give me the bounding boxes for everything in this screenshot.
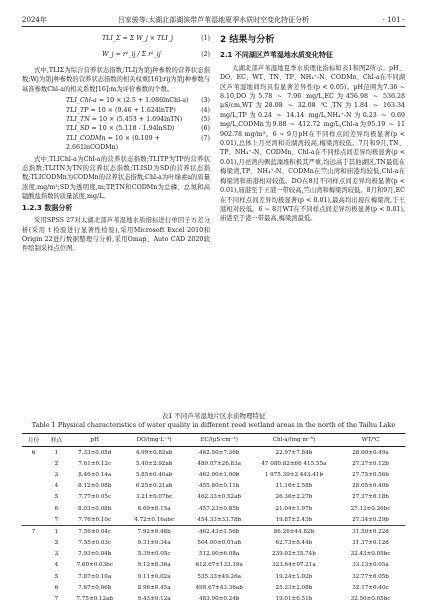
cell-month [22, 514, 45, 526]
section-heading-1-2-3: 1.2.3 数据分析 [22, 203, 73, 212]
cell-wt: 27.75±0.56b [352, 471, 389, 478]
cell-ec: 462.43±1.56b [187, 526, 252, 538]
running-header [22, 14, 405, 27]
cell-ph: 7.87±0.10a [78, 573, 112, 580]
cell-wt: 27.37±0.18b [352, 494, 389, 501]
cell-wt: 27.34±0.29b [352, 516, 389, 523]
cell-ec: 462.00±1.00b [199, 471, 240, 478]
cell-chl-a: 21.04±1.97b [275, 505, 313, 512]
cell-wt: 27.13±0.26bc [350, 505, 391, 512]
header-ec: EC/(μS·cm⁻¹) [187, 434, 252, 447]
cell-ec: 455.80±0.11b [199, 483, 240, 490]
section-heading-2-1: 2.1 不同湖区芦苇湿地水质变化特征 [220, 51, 333, 60]
table-header-row [22, 434, 405, 447]
table-row [22, 481, 405, 492]
cell-ec: 512.00±6.08a [199, 551, 240, 558]
cell-month: 7 [22, 526, 45, 538]
cell-chl-a: 86.26±44.82b [252, 526, 336, 538]
cell-chl-a: 47 080.82±66 415.55a [261, 460, 327, 467]
cell-month [22, 481, 45, 492]
table-row [22, 503, 405, 514]
table-row [22, 458, 405, 469]
cell-do: 8.96±0.45a [137, 584, 171, 591]
cell-site: 6 [54, 584, 59, 591]
cell-ec: 535.33±49.26a [197, 573, 242, 580]
right-column [220, 34, 405, 224]
cell-ec: 480.07±26.83a [197, 460, 242, 467]
cell-site: 4 [54, 562, 59, 569]
header-title: 吕家骏等:太湖北部湖滨带芦苇湿地夏季水质时空变化特征分析 [117, 16, 310, 24]
cell-wt: 28.05±0.40b [352, 483, 389, 490]
section-heading-2: 2 结果与分析 [220, 35, 275, 45]
cell-ec: 457.23±0.85b [199, 505, 240, 512]
cell-ph: 7.56±0.04c [68, 526, 122, 538]
cell-wt: 32.77±0.05b [352, 573, 389, 580]
cell-wt: 32.43±0.05bc [350, 551, 391, 558]
table-row [22, 492, 405, 503]
cell-ec: 498.67±43.36ab [195, 584, 243, 591]
cell-wt: 31.50±0.22d [336, 526, 405, 538]
cell-chl-a: 25.23±2.08b [275, 584, 313, 591]
table-caption-en: Table 1 Physical characteristics of water quality in different reed wetland areas in the north of the Taihu Lake [31, 421, 396, 429]
cell-site: 6 [54, 505, 59, 512]
cell-do: 9.31±0.34a [137, 540, 171, 547]
table-row [22, 469, 405, 480]
cell-do: 9.11±0.02a [137, 573, 171, 580]
cell-do: 6.25±0.21ab [135, 483, 173, 490]
cell-site: 1 [54, 449, 59, 456]
cell-site: 2 [54, 460, 59, 467]
table-caption [0, 412, 427, 430]
cell-do: 5.85±0.40ab [135, 471, 173, 478]
cell-site: 7 [54, 596, 59, 603]
cell-chl-a: 11.16±2.58b [275, 483, 313, 490]
cell-site: 3 [54, 551, 59, 558]
cell-chl-a: 19.87±2.43b [275, 516, 313, 523]
cell-do: 4.72±0.16abc [134, 516, 174, 523]
header-year: 2024年 [22, 16, 47, 24]
cell-ph: 7.61±0.12c [78, 460, 112, 467]
cell-ph: 7.60±0.03bc [76, 562, 113, 569]
table-row [22, 526, 405, 538]
cell-do: 6.69±0.15a [137, 505, 171, 512]
cell-month [22, 538, 45, 549]
cell-do: 9.12±0.36a [137, 562, 171, 569]
cell-ph: 8.12±0.08b [78, 483, 112, 490]
cell-month [22, 549, 45, 560]
equation-1 [22, 34, 210, 50]
tli-equation: TLI_CODMn = 10 × (0.109 + 2.661lnCODMn) (7) [66, 134, 210, 152]
cell-site: 1 [45, 526, 68, 538]
tli-equations [22, 96, 210, 152]
table-row [22, 447, 405, 459]
cell-ph: 7.55±0.03c [78, 540, 112, 547]
cell-ph: 7.77±0.05c [78, 494, 112, 501]
cell-site: 5 [54, 494, 59, 501]
cell-wt: 32.50±0.05bc [350, 596, 391, 603]
table-row [22, 549, 405, 560]
table-row [22, 560, 405, 571]
equation-1-formula: TLI_Σ = Σ W_j × TLI_j [102, 35, 174, 42]
cell-chl-a: 19.24±1.02b [275, 573, 313, 580]
tli-equation: TLI_SD = 10 × (5.118 - 1.94lnSD) (6) [66, 125, 210, 133]
equation-2-number: (2) [201, 51, 210, 58]
cell-ec: 462.33±0.52ab [197, 494, 242, 501]
tli-equation: TLI_Chl-a = 10 × (2.5 + 1.086lnChl-a) (3) [66, 97, 210, 105]
header-wt: WT/℃ [336, 434, 405, 447]
cell-chl-a: 26.30±2.27b [275, 494, 313, 501]
table-body [22, 447, 405, 605]
cell-chl-a: 1 975.39±2 443.41b [264, 471, 323, 478]
cell-ph: 8.03±0.08b [78, 505, 112, 512]
cell-chl-a: 239.02±35.74b [271, 551, 316, 558]
cell-chl-a: 22.97±7.84b [275, 449, 313, 456]
cell-do: 4.99±0.82ab [135, 449, 173, 456]
cell-ec: 483.90±0.24b [199, 596, 240, 603]
tli-equation: TLI_TP = 10 × (9.46 + 1.624lnTP) (4) [66, 106, 210, 114]
table-row [22, 538, 405, 549]
table-row [22, 582, 405, 593]
water-quality-table [22, 433, 405, 605]
header-site: 样点 [45, 434, 68, 447]
cell-wt: 33.13±0.05a [352, 562, 389, 569]
cell-do: 9.43±0.12a [137, 596, 171, 603]
cell-month [22, 492, 45, 503]
cell-ph: 7.67±0.06b [78, 584, 112, 591]
paragraph-definitions: 式中,TLIΣ为综合营养状态指数;TLIj为第j种参数的营养状态指数;Wj为第j种参数的营养状态指数的相关权重[16];rij为第j种参数与基准参数Chl-a的相关系数[16];m为评价参数的个数。 [22, 67, 210, 93]
equation-2 [22, 50, 210, 66]
table-caption-cn: 表1 不同芦苇湿地片区水质物理特征 [161, 412, 266, 420]
cell-ec: 504.00±0.01ab [197, 540, 242, 547]
cell-ec: 454.33±33.78b [197, 516, 242, 523]
table-row [22, 571, 405, 582]
cell-site: 4 [54, 483, 59, 490]
equation-2-formula: W_j = r²_ij / Σ r²_ij [102, 51, 161, 58]
cell-ec: 462.50±7.36b [199, 449, 240, 456]
cell-ph: 7.75±0.12ab [76, 596, 113, 603]
cell-do: 3.21±0.07bc [135, 494, 173, 501]
cell-ph: 7.76±0.10c [78, 516, 112, 523]
cell-wt: 28.90±0.49a [352, 449, 389, 456]
cell-chl-a: 19.01±6.51b [275, 596, 313, 603]
left-column [22, 34, 210, 254]
cell-site: 3 [54, 471, 59, 478]
cell-do: 5.40±2.92ab [135, 460, 173, 467]
cell-month: 6 [31, 449, 36, 456]
cell-ph: 7.33±0.05d [78, 449, 112, 456]
cell-month [22, 503, 45, 514]
cell-chl-a: 62.73±8.44b [275, 540, 313, 547]
header-chl-a: Chl-a/(mg·m⁻³) [252, 434, 336, 447]
header-page-number: · 101 · [382, 16, 405, 24]
cell-wt: 27.37±0.12b [352, 460, 389, 467]
paragraph-results: 太湖北部芦苇湿地夏季水质理化指标如表1和图2所示。pH、DO、EC、WT、TN、TP、NH₄⁺-N、CODMn、Chl-a在不同湖区芦苇湿地间均具有显著差异性(p < 0.05)。pH范围为7.36 ~ 8.10,DO为5.78 ~ 7.96 mg/L,EC为456.98 ~ 536.28 μS/cm,WT为28.08 ~ 32.08 ℃,TN为1.84 ~ 163.34 mg/L,TP为0.24 ~ 14.14 mg/L,NH₄⁺-N为0.23 ~ 0.69 mg/L,CODMn为9.88 ~ 412.72 mg/L,Chl-a为95.19 ~ 11 902.78 mg/m³。6 ~ 9月pH在不同样点间差异均极显著(p < 0.01),总体上月亮湾和贡湖湾较高,梅梁湾较低。7月和9月,TN、TP、NH₄⁺-N、CODMn、Chl-a在不同样点间差异均极显著(p < 0.01),月亮湾内侧蓝藻堆积极其严重,均远高于其他湖区,TN最低在梅梁湾,TP、NH₄⁺-N、CODMn在竺山湾和庙港均较低,Chl-a在梅梁湾和庙港相对较低。DO在8月不同样点间差异均极显著(p < 0.01),庙港至于王港一带较高,竺山湾和梅梁湾较低。8月和9月,EC在不同样点间差异均极显著(p < 0.01),最高均出现在梅梁湾,于王港相对较低。6 ~ 8月WT在不同样点间差异均极显著(p < 0.01),庙港至于港一带最高,梅梁湾最低。 [220, 64, 405, 223]
cell-site: 5 [54, 573, 59, 580]
cell-do: 5.39±0.05c [137, 551, 171, 558]
header-month: 月份 [22, 434, 45, 447]
cell-month [22, 571, 45, 582]
equation-1-number: (1) [201, 35, 210, 42]
cell-wt: 31.37±0.12d [352, 540, 389, 547]
cell-wt: 32.17±0.40c [352, 584, 389, 591]
cell-month [22, 469, 45, 480]
paragraph-variable-definitions: 式中,TLIChl-a为Chl-a的营养状态指数;TLITP为TP的营养状态指数;TLITN为TN的营养状态指数;TLISD为SD的营养状态指数;TLICODMn为CODMn的营养状态指数;Chl-a为叶绿素a的质量浓度,mg/m³;SD为透明度,m;TP,TN和CODMn为总磷、总氮和高锰酸盐指数的质量浓度,mg/L。 [22, 155, 210, 201]
cell-month [22, 458, 45, 469]
cell-site: 7 [54, 516, 59, 523]
header-do: DO/(mg·L⁻¹) [122, 434, 187, 447]
cell-do: 7.92±0.48b [122, 526, 187, 538]
paragraph-data-analysis: 采用SPSS 27对太湖北部芦苇湿地水质指标进行单因子方差分析(采用 t 检验进行显著性检验),采用Microsoft Excel 2010和Origin 22进行数据整理与分析,采用Omap、Auto CAD 2020软件绘制采样点位图。 [22, 217, 210, 253]
cell-month [22, 582, 45, 593]
cell-ph: 7.93±0.04b [78, 551, 112, 558]
table-row [22, 514, 405, 526]
tli-equation: TLI_TN = 10 × (5.453 + 1.694lnTN) (5) [66, 116, 210, 124]
cell-ec: 612.67±133.19a [195, 562, 243, 569]
cell-chl-a: 323.64±97.21a [272, 562, 316, 569]
cell-ph: 8.46±0.14a [78, 471, 112, 478]
cell-month [22, 560, 45, 571]
cell-site: 2 [54, 540, 59, 547]
header-ph: pH [68, 434, 122, 447]
